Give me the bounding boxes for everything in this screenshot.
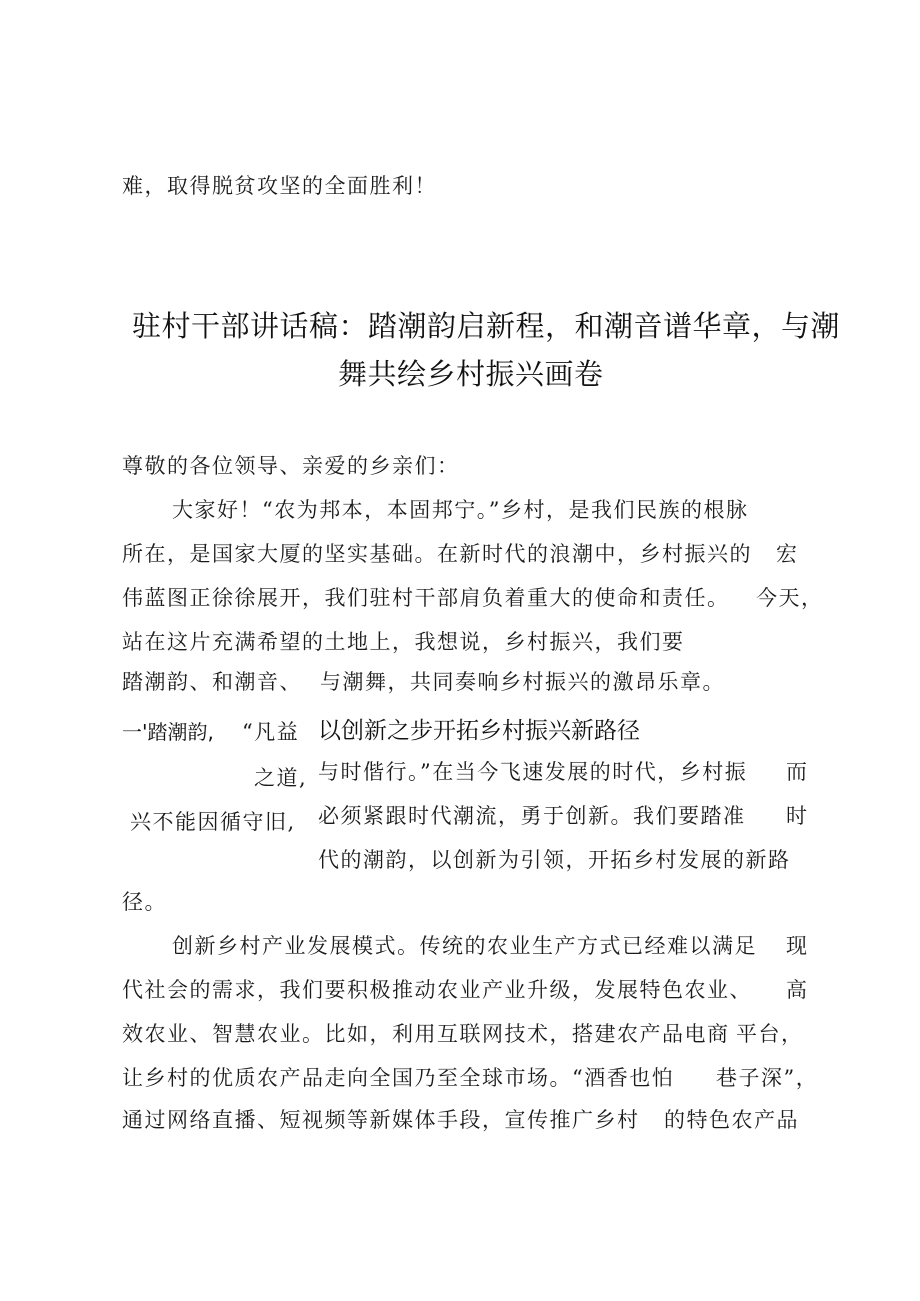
intro-line-2b: 宏 [776, 542, 799, 566]
section-1-side-2: 兴不能因循守旧, [130, 810, 296, 834]
section-1-body-1b: 而 [786, 760, 809, 784]
section-1-heading: 以创新之步开拓乡村振兴新路径 [318, 718, 640, 744]
para-2-line-2a: 代社会的需求，我们要积极推动农业产业升级，发展特色农业、 [122, 978, 752, 1002]
para-2-line-1a: 创新乡村产业发展模式。传统的农业生产方式已经难以满足 [172, 934, 757, 958]
page-title-line-2: 舞共绘乡村振兴画卷 [338, 357, 604, 391]
para-2-line-1b: 现 [786, 934, 809, 958]
section-1-body-2a: 必须紧跟时代潮流，勇于创新。我们要踏准 [318, 804, 746, 828]
intro-line-3a: 伟蓝图正徐徐展开，我们驻村干部肩负着重大的使命和责任。 [122, 586, 730, 610]
section-1-body-1a: 与时偕行。”在当今飞速发展的时代，乡村振 [318, 760, 748, 784]
para-2-line-4b: 巷子深”， [716, 1066, 819, 1090]
salutation: 尊敬的各位领导、亲爱的乡亲们： [122, 454, 460, 478]
intro-line-2a: 所在，是国家大厦的坚实基础。在新时代的浪潮中，乡村振兴的 [122, 542, 752, 566]
section-1-quote-start: “凡益 [242, 720, 300, 744]
intro-line-3b: 今天， [756, 586, 824, 610]
page-title-line-1: 驻村干部讲话稿：踏潮韵启新程，和潮音谱华章，与潮 [132, 309, 841, 343]
para-2-line-5a: 通过网络直播、短视频等新媒体手段，宣传推广乡村 [122, 1108, 640, 1132]
para-2-line-3a: 效农业、智慧农业。比如，利用互联网技术，搭建农产品电商 [122, 1022, 730, 1046]
section-1-side-1: 之道, [254, 766, 308, 790]
intro-line-5a: 踏潮韵、和潮音、 [122, 670, 302, 694]
intro-line-1: 大家好！“农为邦本，本固邦宁。”乡村，是我们民族的根脉 [172, 498, 749, 522]
intro-line-5b: 与潮舞，共同奏响乡村振兴的激昂乐章。 [320, 670, 725, 694]
section-1-body-3: 代的潮韵，以创新为引领，开拓乡村发展的新路 [318, 848, 791, 872]
para-2-line-5b: 的特色农产品 [664, 1108, 799, 1132]
section-1-body-4: 径。 [122, 890, 167, 914]
para-2-line-4a: 让乡村的优质农产品走向全国乃至全球市场。“酒香也怕 [122, 1066, 675, 1090]
top-line: 难，取得脱贫攻坚的全面胜利！ [122, 174, 437, 198]
para-2-line-3b: 平台， [736, 1022, 804, 1046]
section-1-prefix: 一'踏潮韵, [122, 720, 214, 744]
section-1-body-2b: 时 [786, 804, 809, 828]
para-2-line-2b: 高 [786, 978, 809, 1002]
intro-line-4: 站在这片充满希望的土地上，我想说，乡村振兴，我们要 [122, 630, 685, 654]
